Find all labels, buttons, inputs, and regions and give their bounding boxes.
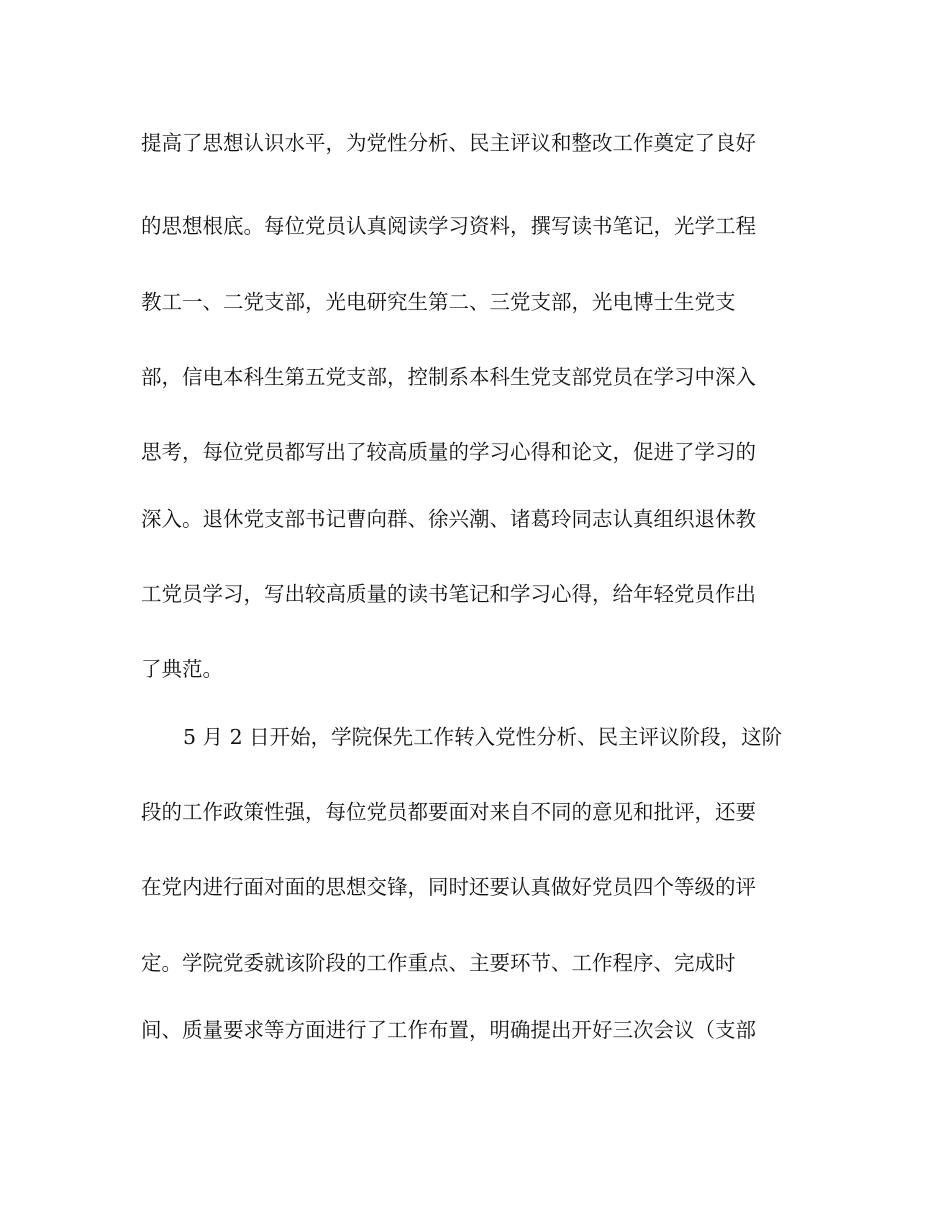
paragraph-line: 深入。退休党支部书记曹向群、徐兴潮、诸葛玲同志认真组织退休教 — [141, 507, 756, 531]
paragraph-line: 思考，每位党员都写出了较高质量的学习心得和论文，促进了学习的 — [141, 440, 756, 464]
paragraph-line: 教工一、二党支部，光电研究生第二、三党支部，光电博士生党支 — [141, 290, 736, 314]
paragraph-line: 提高了思想认识水平，为党性分析、民主评议和整改工作奠定了良好 — [141, 131, 756, 155]
paragraph-line: 间、质量要求等方面进行了工作布置，明确提出开好三次会议（支部 — [141, 1018, 756, 1042]
paragraph-line: 部，信电本科生第五党支部，控制系本科生党支部党员在学习中深入 — [141, 365, 756, 389]
paragraph-line: 的思想根底。每位党员认真阅读学习资料，撰写读书笔记，光学工程 — [141, 214, 756, 238]
paragraph-line: 5 月 2 日开始，学院保先工作转入党性分析、民主评议阶段，这阶 — [183, 725, 783, 749]
paragraph-line: 在党内进行面对面的思想交锋，同时还要认真做好党员四个等级的评 — [141, 875, 756, 899]
paragraph-line: 段的工作政策性强，每位党员都要面对来自不同的意见和批评，还要 — [141, 800, 756, 824]
paragraph-line: 了典范。 — [141, 657, 223, 681]
paragraph-line: 工党员学习，写出较高质量的读书笔记和学习心得，给年轻党员作出 — [141, 582, 756, 606]
paragraph-line: 定。学院党委就该阶段的工作重点、主要环节、工作程序、完成时 — [141, 951, 736, 975]
